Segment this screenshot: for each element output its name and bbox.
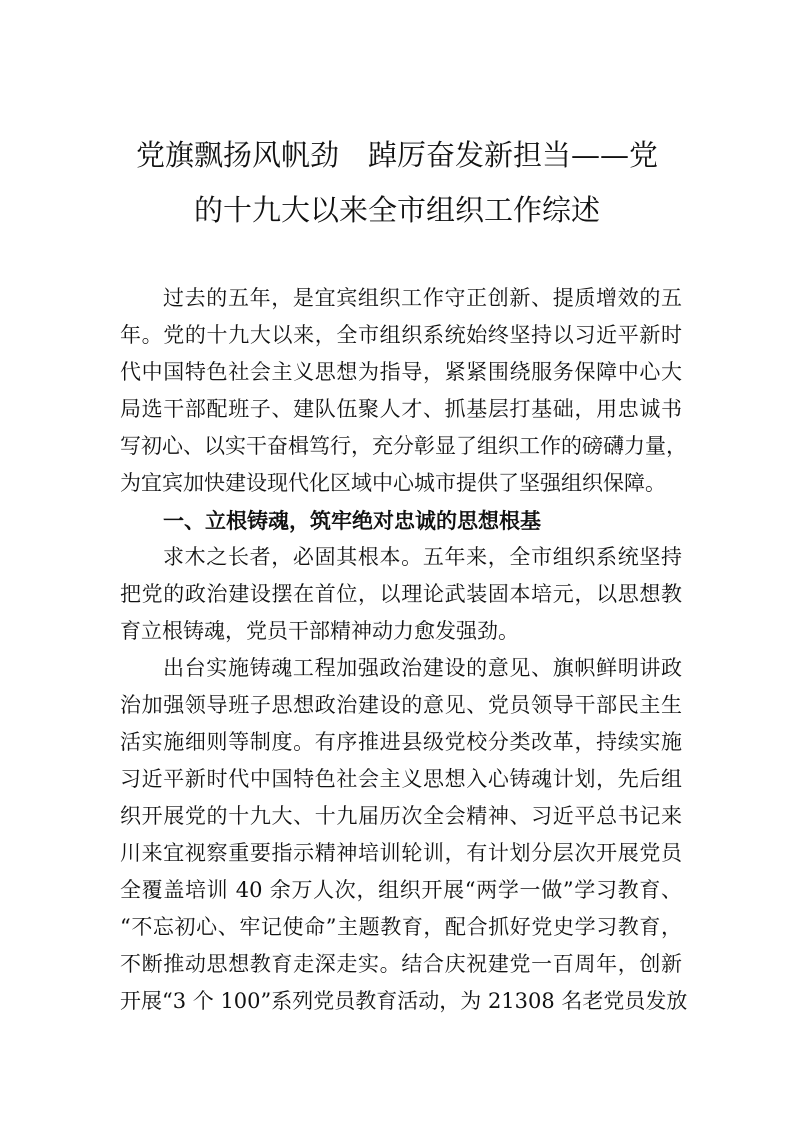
text-line: 过去的五年，是宜宾组织工作守正创新、提质增效的五: [163, 286, 682, 310]
text-line: 为宜宾加快建设现代化区域中心城市提供了坚强组织保障。: [120, 471, 666, 495]
text-line: 不断推动思想教育走深走实。结合庆祝建党一百周年，创新: [120, 952, 682, 976]
section-heading: [120, 502, 682, 539]
document-title-line-2: 的十九大以来全市组织工作综述: [193, 193, 600, 227]
text-line: 开展“3 个 100”系列党员教育活动，为 21308 名老党员发放: [120, 989, 688, 1013]
paragraph: [120, 539, 682, 650]
text-line: 活实施细则等制度。有序推进县级党校分类改革，持续实施: [120, 730, 682, 754]
text-line: 写初心、以实干奋楫笃行，充分彰显了组织工作的磅礴力量，: [120, 434, 687, 458]
text-line: 代中国特色社会主义思想为指导，紧紧围绕服务保障中心大: [120, 360, 682, 384]
text-line: 一、立根铸魂，筑牢绝对忠诚的思想根基: [163, 508, 541, 533]
paragraph: [120, 650, 688, 1020]
text-line: 川来宜视察重要指示精神培训轮训，有计划分层次开展党员: [120, 841, 682, 865]
document-body: [120, 280, 688, 1020]
text-line: 把党的政治建设摆在首位，以理论武装固本培元，以思想教: [120, 582, 682, 606]
text-line: 育立根铸魂，党员干部精神动力愈发强劲。: [120, 619, 519, 643]
text-line: 年。党的十九大以来，全市组织系统始终坚持以习近平新时: [120, 323, 682, 347]
text-line: “不忘初心、牢记使命”主题教育，配合抓好党史学习教育，: [120, 915, 682, 939]
text-line: 全覆盖培训 40 余万人次，组织开展“两学一做”学习教育、: [120, 878, 682, 902]
text-line: 织开展党的十九大、十九届历次全会精神、习近平总书记来: [120, 804, 682, 828]
text-line: 局选干部配班子、建队伍聚人才、抓基层打基础，用忠诚书: [120, 397, 682, 421]
document-title-line-1: 党旗飘扬风帆劲 踔厉奋发新担当——党: [135, 138, 658, 172]
paragraph: [120, 280, 687, 502]
text-line: 治加强领导班子思想政治建设的意见、党员领导干部民主生: [120, 693, 682, 717]
text-line: 习近平新时代中国特色社会主义思想入心铸魂计划，先后组: [120, 767, 682, 791]
text-line: 出台实施铸魂工程加强政治建设的意见、旗帜鲜明讲政: [163, 656, 682, 680]
text-line: 求木之长者，必固其根本。五年来，全市组织系统坚持: [163, 545, 682, 569]
